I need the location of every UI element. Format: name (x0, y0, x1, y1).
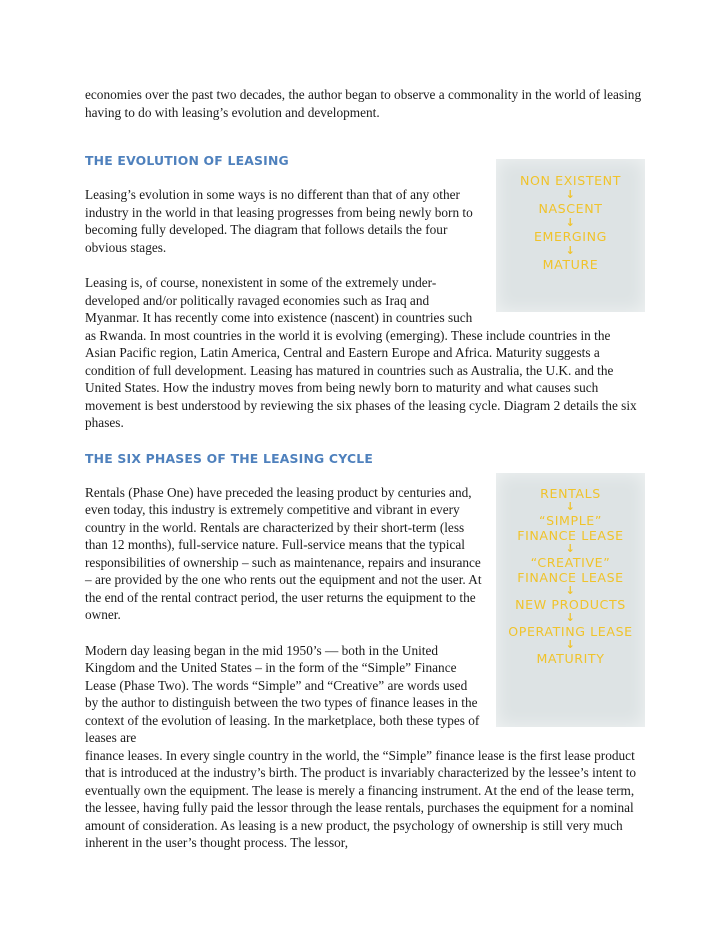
phases-paragraph-1: Rentals (Phase One) have preceded the leasing product by centuries and, even today, this industry is extremely competitive and vibrant in every country in the world. Rentals are characterized by their short-term (less than 12 months), full-service nature. Full-service means that the typical responsibilities of ownership – such as maintenance, repairs and insurance – are provided by the one who rents out the equipment and not the user. At the end of the rental contract period, the user returns the equipment to the owner. (85, 484, 482, 622)
heading-six-phases: THE SIX PHASES OF THE LEASING CYCLE (85, 450, 373, 466)
phases-paragraph-2b: finance leases. In every single country in the world, the “Simple” finance lease is the first lease product that is introduced at the industry’s birth. The product is invariably characterized by the lessee’s intent to eventually own the equipment. The lease is merely a financing instrument. At the end of the lease term, the lessee, having fully paid the lessor through the lease rentals, purchases the equipment for a nominal amount of consideration. As leasing is a new product, the psychology of ownership is still very much inherent in the user’s thought process. The lessor, (85, 747, 637, 850)
stage-maturity: MATURITY (536, 650, 605, 666)
stage-finance-lease-creative: FINANCE LEASE (517, 569, 624, 585)
stage-operating-lease: OPERATING LEASE (508, 623, 633, 639)
arrow-down-icon: ↓ (565, 216, 576, 229)
stage-rentals: RENTALS (540, 485, 601, 501)
arrow-down-icon: ↓ (565, 583, 576, 597)
evolution-diagram (496, 159, 645, 312)
evolution-paragraph-2a: Leasing is, of course, nonexistent in some of the extremely under-developed and/or politically ravaged economies such as Iraq and Myanmar. It has recently come into existence (nascent) in countries such as Rwanda. In most countries in the world it is evolving (emerging). These include countries in the (85, 275, 611, 343)
evolution-paragraph-2b: Asian Pacific region, Latin America, Central and Eastern Europe and Africa. Maturity suggests a condition of full development. Leasing has matured in countries such as Australia, the U.K. and the United States. How the industry moves from being newly born to maturity and what causes such movement is best understood by reviewing the six phases of the leasing cycle. Diagram 2 details the six phases. (85, 345, 637, 430)
stage-emerging: EMERGING (534, 229, 607, 244)
arrow-down-icon: ↓ (565, 541, 576, 555)
stage-finance-lease-simple: FINANCE LEASE (517, 527, 624, 543)
stage-mature: MATURE (542, 257, 599, 272)
stage-new-products: NEW PRODUCTS (515, 596, 626, 612)
intro-paragraph: economies over the past two decades, the author began to observe a commonality in the world of leasing having to do with leasing’s evolution and development. (85, 87, 642, 120)
arrow-down-icon: ↓ (565, 244, 576, 257)
leasing-cycle-diagram (496, 473, 645, 727)
document-page (85, 86, 645, 852)
phases-paragraph-2a: Modern day leasing began in the mid 1950’s — both in the United Kingdom and the United States – in the form of the “Simple” Finance Lease (Phase Two). The words “Simple” and “Creative” are words used by the author to distinguish between the two types of finance leases in the context of the evolution of leasing. In the marketplace, both these types of leases are (85, 642, 480, 745)
arrow-down-icon: ↓ (565, 610, 576, 624)
arrow-down-icon: ↓ (565, 637, 576, 651)
arrow-down-icon: ↓ (565, 499, 576, 513)
arrow-down-icon: ↓ (565, 188, 576, 201)
stage-non-existent: NON EXISTENT (519, 173, 621, 188)
stage-creative: “CREATIVE” (530, 554, 611, 570)
evolution-paragraph-1: Leasing’s evolution in some ways is no different than that of any other industry in the world in that leasing progresses from being newly born to becoming fully developed. The diagram that follows details the four obvious stages. (85, 187, 473, 255)
stage-nascent: NASCENT (538, 201, 603, 216)
heading-evolution: THE EVOLUTION OF LEASING (85, 153, 289, 168)
stage-simple: “SIMPLE” (539, 512, 602, 528)
